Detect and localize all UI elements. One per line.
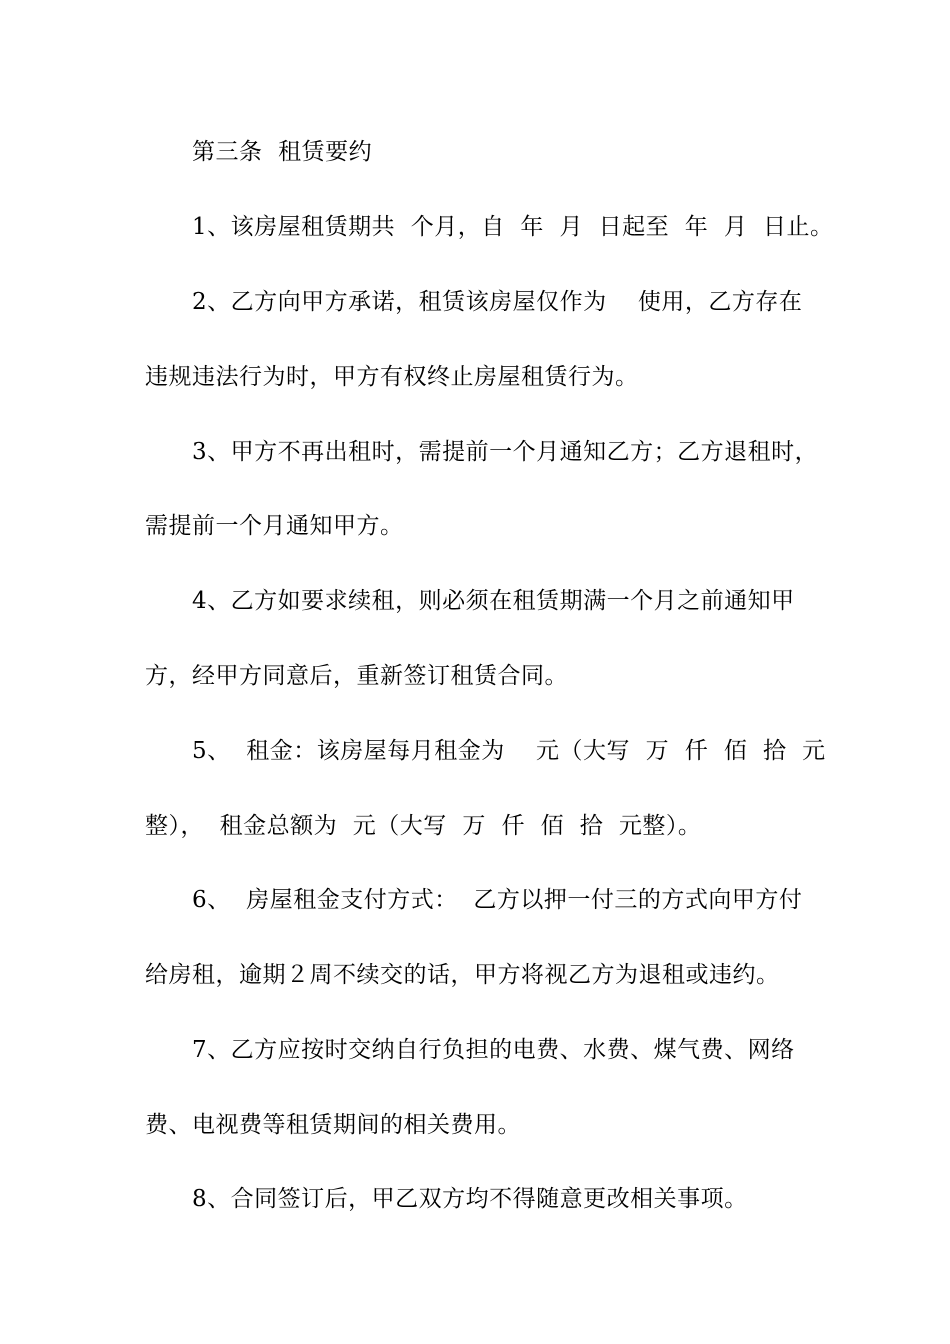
clause-4-line-2: 方，经甲方同意后，重新签订租赁合同。 <box>145 663 568 689</box>
clause-6-line-2: 给房租，逾期２周不续交的话，甲方将视乙方为退租或违约。 <box>145 962 780 988</box>
clause-7-line-1: 7、乙方应按时交纳自行负担的电费、水费、煤气费、网络 <box>192 1037 795 1063</box>
clause-1-line: 1、该房屋租赁期共 个月，自 年 月 日起至 年 月 日止。 <box>192 214 834 240</box>
clause-2-line-1: 2、乙方向甲方承诺，租赁该房屋仅作为 使用，乙方存在 <box>192 289 803 315</box>
clause-7-line-2: 费、电视费等租赁期间的相关费用。 <box>145 1112 521 1138</box>
clause-2-line-2: 违规违法行为时，甲方有权终止房屋租赁行为。 <box>145 364 639 390</box>
article-heading: 第三条 租赁要约 <box>192 139 373 165</box>
clause-8-line: 8、合同签订后，甲乙双方均不得随意更改相关事项。 <box>192 1186 748 1212</box>
clause-5-line-1: 5、 租金：该房屋每月租金为 元（大写 万 仟 佰 拾 元 <box>192 738 826 764</box>
clause-5-line-2: 整）， 租金总额为 元（大写 万 仟 佰 拾 元整）。 <box>145 813 702 839</box>
clause-3-line-2: 需提前一个月通知甲方。 <box>145 513 404 539</box>
clause-6-line-1: 6、 房屋租金支付方式： 乙方以押一付三的方式向甲方付 <box>192 887 803 913</box>
clause-3-line-1: 3、甲方不再出租时，需提前一个月通知乙方；乙方退租时， <box>192 439 819 465</box>
clause-4-line-1: 4、乙方如要求续租，则必须在租赁期满一个月之前通知甲 <box>192 588 795 614</box>
